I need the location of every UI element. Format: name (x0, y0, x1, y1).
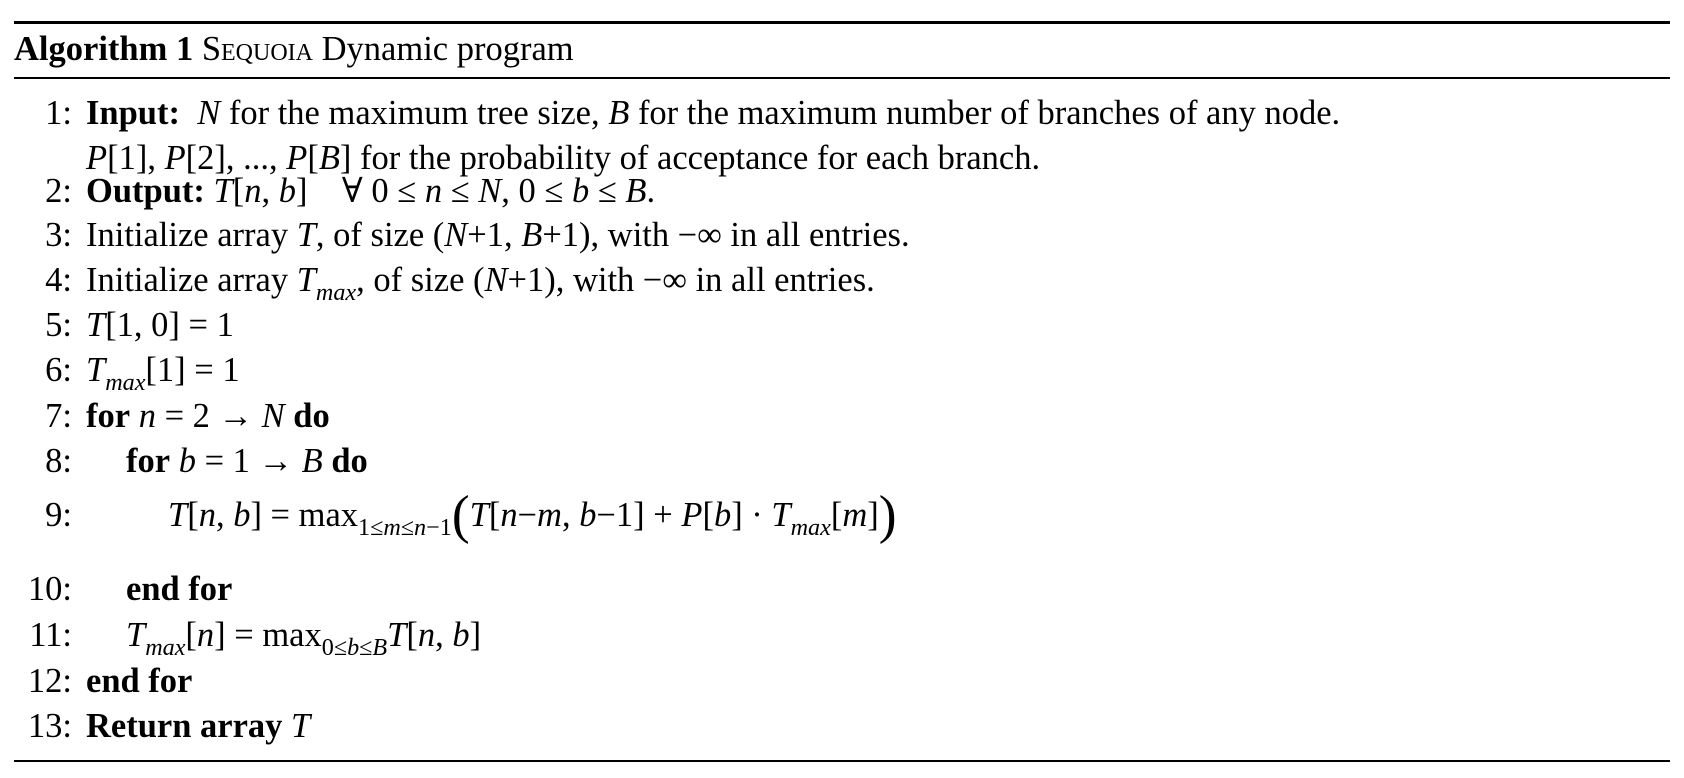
algorithm-title: Dynamic program (321, 30, 574, 68)
line-content: Initialize array $T_{max}$, of size (N+1), with −∞ in all entries. (86, 261, 875, 307)
line-number: 9: (45, 496, 72, 534)
line-content: Input: N for the maximum tree size, B for the maximum number of branches of any node. (86, 94, 1341, 132)
line-content: Output: T[n, b] ∀ 0 ≤ n ≤ N, 0 ≤ b ≤ B. (86, 172, 656, 210)
algorithm-line-13 (0, 703, 1684, 749)
algorithm-line-7 (0, 393, 1684, 439)
output-keyword: Output: (86, 172, 205, 210)
line-content: Return array T (86, 707, 311, 745)
line-number: 11: (29, 616, 72, 654)
line-content: Initialize array T, of size (N+1, B+1), with −∞ in all entries. (86, 216, 910, 254)
algorithm-line-10 (0, 566, 1684, 612)
top-rule (14, 21, 1670, 24)
line-number: 12: (27, 662, 72, 700)
algorithm-line-12 (0, 658, 1684, 704)
line-content: P[1], P[2], ..., P[B] for the probability of acceptance for each branch. (86, 139, 1041, 177)
algorithm-line-6 (0, 347, 1684, 397)
line-number: 10: (27, 570, 72, 608)
line-content: T[n, $b] = \max_{1\le m\le n-1}(T[n-m$, $b-1] + P[b] \cdot T_{max}[m]$) (168, 484, 897, 545)
line-content: $T_{max}[1] = 1$ (86, 351, 240, 397)
line-number: 4: (45, 261, 72, 299)
line-number: 2: (45, 172, 72, 210)
algorithm-line-3 (0, 212, 1684, 258)
algorithm-line-9 (0, 484, 1684, 545)
line-content: end for (126, 570, 233, 608)
line-number: 5: (45, 306, 72, 344)
algorithm-label: Algorithm 1 (14, 30, 194, 68)
algorithm-caption (14, 26, 574, 72)
line-content: for n = 2 → N do (86, 397, 330, 435)
bottom-rule (14, 760, 1670, 762)
input-keyword: Input: (86, 94, 180, 132)
algorithm-line-11 (0, 612, 1684, 662)
algorithm-name: Sequoia (201, 30, 313, 68)
caption-rule (14, 77, 1670, 79)
algorithm-line-4 (0, 257, 1684, 307)
line-number: 6: (45, 351, 72, 389)
line-number: 3: (45, 216, 72, 254)
algorithm-line-1 (0, 90, 1684, 136)
line-content: end for (86, 662, 193, 700)
algorithm-line-8 (0, 438, 1684, 484)
algorithm-line-5 (0, 302, 1684, 348)
line-number: 1: (45, 94, 72, 132)
line-number: 8: (45, 442, 72, 480)
line-number: 13: (27, 707, 72, 745)
line-content: T[1, 0] = 1 (86, 306, 234, 344)
line-content: for b = 1 → B do (126, 442, 368, 480)
algorithm-line-2 (0, 168, 1684, 214)
line-number: 7: (45, 397, 72, 435)
line-content: $T_{max}[n] = \max_{0\le b\le B}T[n$, b] (126, 616, 482, 662)
